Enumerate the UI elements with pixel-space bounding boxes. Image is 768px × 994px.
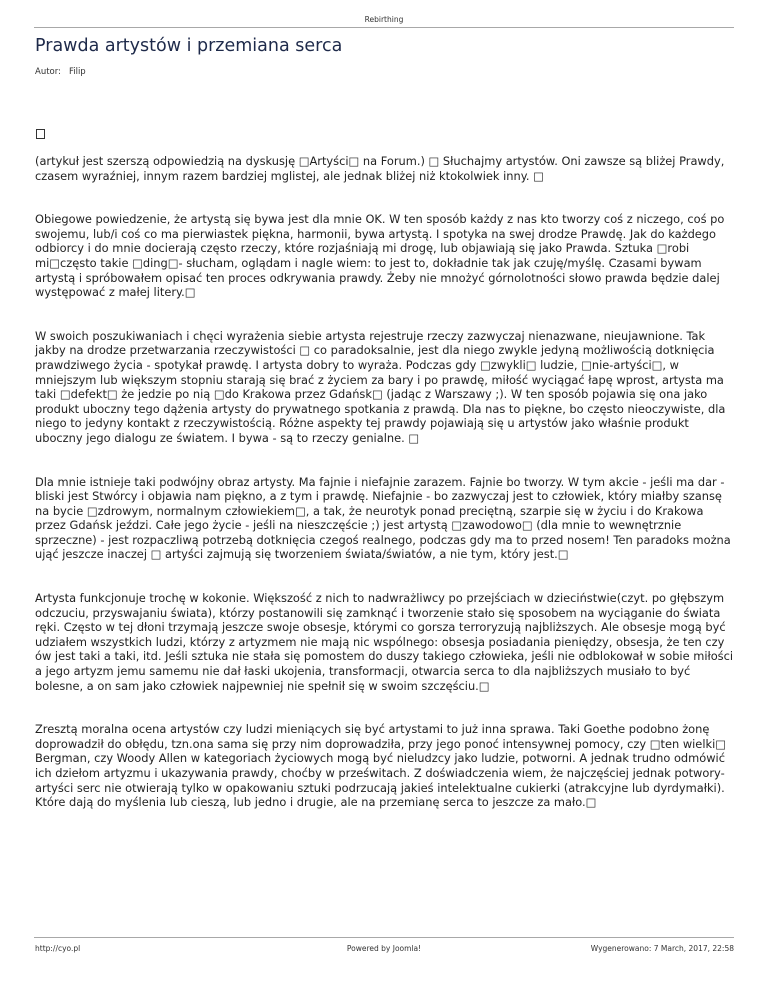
author-label: Autor: xyxy=(35,67,61,77)
article-author xyxy=(35,67,86,77)
article-title: Prawda artystów i przemiana serca xyxy=(35,36,343,56)
paragraph: Dla mnie istnieje taki podwójny obraz artysty. Ma fajnie i niefajnie zarazem. Fajnie bo tworzy. W tym akcie - jeśli ma dar - bliski jest Stwórcy i objawia nam piękno, a z tym i prawdę. Niefajnie - bo zazwyczaj jest to człowiek, który miałby szansę na bycie □zdrowym, normalnym człowiekiem□, a tak, że neurotyk ponad preciętną, szarpie się w życiu i do Krakowa przez Gdańsk jeździ. Całe jego życie - jeśli na nieszczęście ;) jest artystą □zawodowo□ (dla mnie to wewnętrznie sprzeczne) - jest rozpaczliwą potrzebą dotknięcia czegoś realnego, podczas gdy ma to przed nosem! Ten paradoks można ująć jeszcze inaczej □ artyści zajmują się tworzeniem świata/światów, a nie tym, który jest.□ xyxy=(35,474,731,562)
footer-divider xyxy=(34,937,734,938)
paragraph: W swoich poszukiwaniach i chęci wyrażenia siebie artysta rejestruje rzeczy zazwyczaj nienazwane, nieujawnione. Tak jakby na drodze przetwarzania rzeczywistości □ co paradoksalnie, jest dla niego zwykle jedyną możliwością dotknięcia prawdziwego życia - spotykał prawdę. I artysta dobry to wyraża. Podczas gdy □zwykli□ ludzie, □nie-artyści□, w mniejszym lub większym stopniu starają się brać z życiem za bary i po prawdę, miłość wyciągać łapę wprost, artysta ma taki □defekt□ że jedzie po nią □do Krakowa przez Gdańsk□ (jadąc z Warszawy ;). W ten sposób pojawia się ona jako produkt uboczny tego dążenia artysty do prywatnego spotkania z prawdą. Dla nas to piękne, bo często nieoczywiste, dla niego to jedyny kontakt z rzeczywistością. Różne aspekty tej prawdy pojawiają się u artystów jako właśnie produkt uboczny jego dialogu ze światem. I bywa - są to rzeczy genialne. □ xyxy=(35,328,726,445)
article-body xyxy=(35,154,735,839)
author-name: Filip xyxy=(68,67,86,77)
paragraph: Zresztą moralna ocena artystów czy ludzi mieniących się być artystami to już inna sprawa. Taki Goethe podobno żonę doprowadził do obłędu, tzn.ona sama się przy nim doprowadziła, przy jego ponoć intensywnej pomocy, czy □ten wielki□ Bergman, czy Woody Allen w kategoriach życiowych mogą być nieludzcy jako ludzie, potworni. A jednak trudno odmówić ich dziełom artyzmu i ukazywania prawdy, choćby w prześwitach. Z doświadczenia wiem, że najczęściej jednak potwory-artyści serc nie otwierają tylko w opakowaniu sztuki podrzucają jakieś intelektualne cukierki (atrakcyjne lub dyrdymałki). Które dają do myślenia lub cieszą, lub jedno i drugie, ale na przemianę serca to jeszcze za mało.□ xyxy=(35,722,727,810)
paragraph: Artysta funkcjonuje trochę w kokonie. Większość z nich to nadwrażliwcy po przejściach w dzieciństwie(czyt. po głębszym odczuciu, przyswajaniu świata), którzy postanowili się zamknąć i tworzenie stało się sposobem na wyciąganie do świata ręki. Często w tej dłoni trzymają jeszcze swoje obsesje, którymi co gorsza terroryzują najbliższych. Ale obsesje mogą być udziałem wszystkich ludzi, którzy z artyzmem nie mają nic wspólnego: obsesja posiadania pieniędzy, obsesja, że ten czy ów jest taki a taki, itd. Jeśli sztuka nie stała się pomostem do duszy takiego człowieka, jeśli nie odblokował w sobie miłości a jego artyzm jemu samemu nie dał łaski ukojenia, transformacji, otwarcia serca to dla najbliższych musiało to być bolesne, a on sam jako człowiek najpewniej nie spełnił się w swoim szczęściu.□ xyxy=(35,591,734,693)
paragraph: Obiegowe powiedzenie, że artystą się bywa jest dla mnie OK. W ten sposób każdy z nas kto tworzy coś z niczego, coś po swojemu, lub/i coś co ma pierwiastek piękna, harmonii, bywa artystą. I spotyka na swej drodze Prawdę. Jak do każdego odbiorcy i do mnie docierają często rzeczy, które rozjaśniają mi drogę, lub objawiają się jako Prawda. Sztuka □robi mi□często takie □ding□- słucham, oglądam i nagle wiem: to jest to, dokładnie tak jak czuję/myślę. Czasami bywam artystą i spróbowałem opisać ten proces odkrywania prawdy. Żeby nie mnożyć górnolotności słowo prawda będzie dalej występować z małej litery.□ xyxy=(35,212,725,300)
footer-powered-by: Powered by Joomla! xyxy=(346,944,422,953)
footer-generated-date: Wygenerowano: 7 March, 2017, 22:58 xyxy=(590,944,734,953)
paragraph: (artykuł jest szerszą odpowiedzią na dyskusję □Artyści□ na Forum.) □ Słuchajmy artystów. Oni zawsze są bliżej Prawdy, czasem wyraźniej, innym razem bardziej mglistej, ale jednak bliżej niż ktokolwiek inny. □ xyxy=(35,154,725,183)
header-divider xyxy=(34,27,734,28)
footer-site-url[interactable]: http://cyo.pl xyxy=(35,944,81,953)
site-name: Rebirthing xyxy=(364,15,404,24)
box-glyph-icon xyxy=(36,129,45,139)
